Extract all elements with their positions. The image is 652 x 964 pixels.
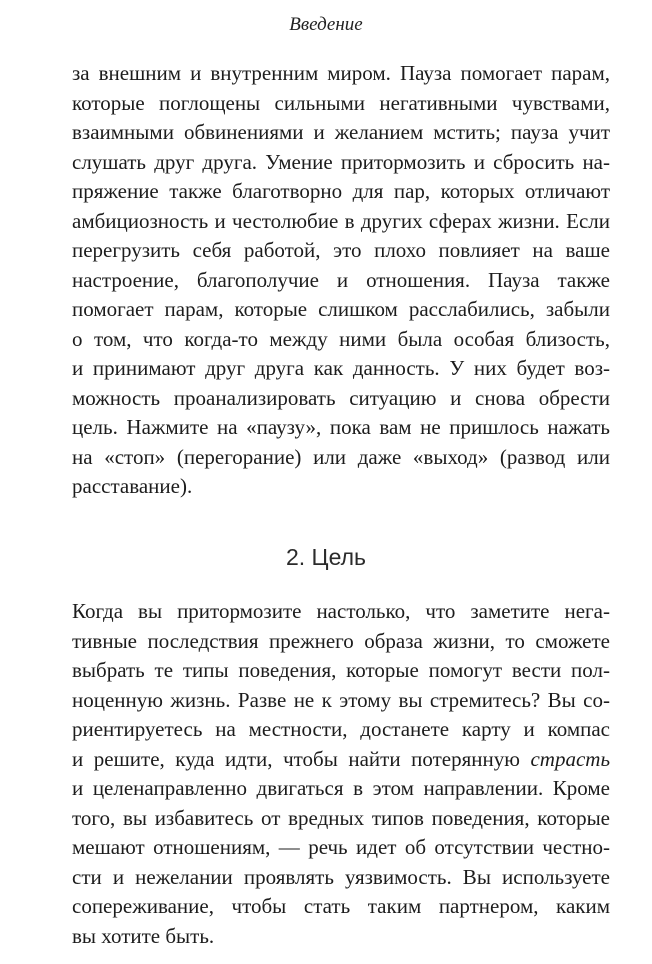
text-line: расставание). xyxy=(72,474,193,498)
italic-word: страсть xyxy=(530,746,610,771)
text-line: перегрузить себя работой, это плохо повлияет на ваше xyxy=(72,238,610,262)
text-line: за внешним и внутренним миром. Пауза помогает парам, xyxy=(72,61,610,85)
text-line: амбициозность и честолюбие в других сферах жизни. Если xyxy=(72,208,610,233)
text-line: можность проанализировать ситуацию и снова обрести xyxy=(72,385,610,410)
text-line: и принимают друг друга как данность. У них будет воз- xyxy=(72,356,610,380)
text-line xyxy=(72,745,610,775)
section-heading: 2. Цель xyxy=(285,544,367,570)
text-line: пряжение также благотворно для пар, которых отличают xyxy=(72,179,610,203)
text-line: сопереживание, чтобы стать таким партнером, каким xyxy=(72,894,610,918)
text-line: цель. Нажмите на «паузу», пока вам не пришлось нажать xyxy=(72,415,610,439)
text-segment: и решите, куда идти, чтобы найти потерянную xyxy=(72,746,520,771)
text-line: мешают отношениям, — речь идет об отсутствии честно- xyxy=(72,835,610,859)
text-line: настроение, благополучие и отношения. Пауза также xyxy=(72,267,610,292)
text-line: тивные последствия прежнего образа жизни, то сможете xyxy=(72,628,610,653)
text-line: Когда вы притормозите настолько, что заметите нега- xyxy=(72,599,610,623)
text-line: выбрать те типы поведения, которые помогут вести пол- xyxy=(72,658,610,682)
text-line: на «стоп» (перегорание) или даже «выход» (развод или xyxy=(72,444,610,469)
text-line: и целенаправленно двигаться в этом направлении. Кроме xyxy=(72,776,610,800)
text-line: ноценную жизнь. Разве не к этому вы стремитесь? Вы со- xyxy=(72,687,610,712)
text-line: вы хотите быть. xyxy=(72,923,215,948)
text-line: риентируетесь на местности, достанете карту и компас xyxy=(72,717,610,741)
text-line: взаимными обвинениями и желанием мстить; пауза учит xyxy=(72,120,610,144)
paragraph-2 xyxy=(72,597,610,951)
paragraph-1 xyxy=(72,59,610,502)
text-line: помогает парам, которые слишком расслабились, забыли xyxy=(72,297,610,321)
text-line: того, вы избавитесь от вредных типов поведения, которые xyxy=(72,805,610,830)
text-line: которые поглощены сильными негативными чувствами, xyxy=(72,90,610,115)
running-head: Введение xyxy=(289,14,363,35)
text-line: сти и нежелании проявлять уязвимость. Вы используете xyxy=(72,864,610,889)
text-line: о том, что когда-то между ними была особая близость, xyxy=(72,326,610,351)
text-line: слушать друг друга. Умение притормозить и сбросить на- xyxy=(72,149,610,174)
